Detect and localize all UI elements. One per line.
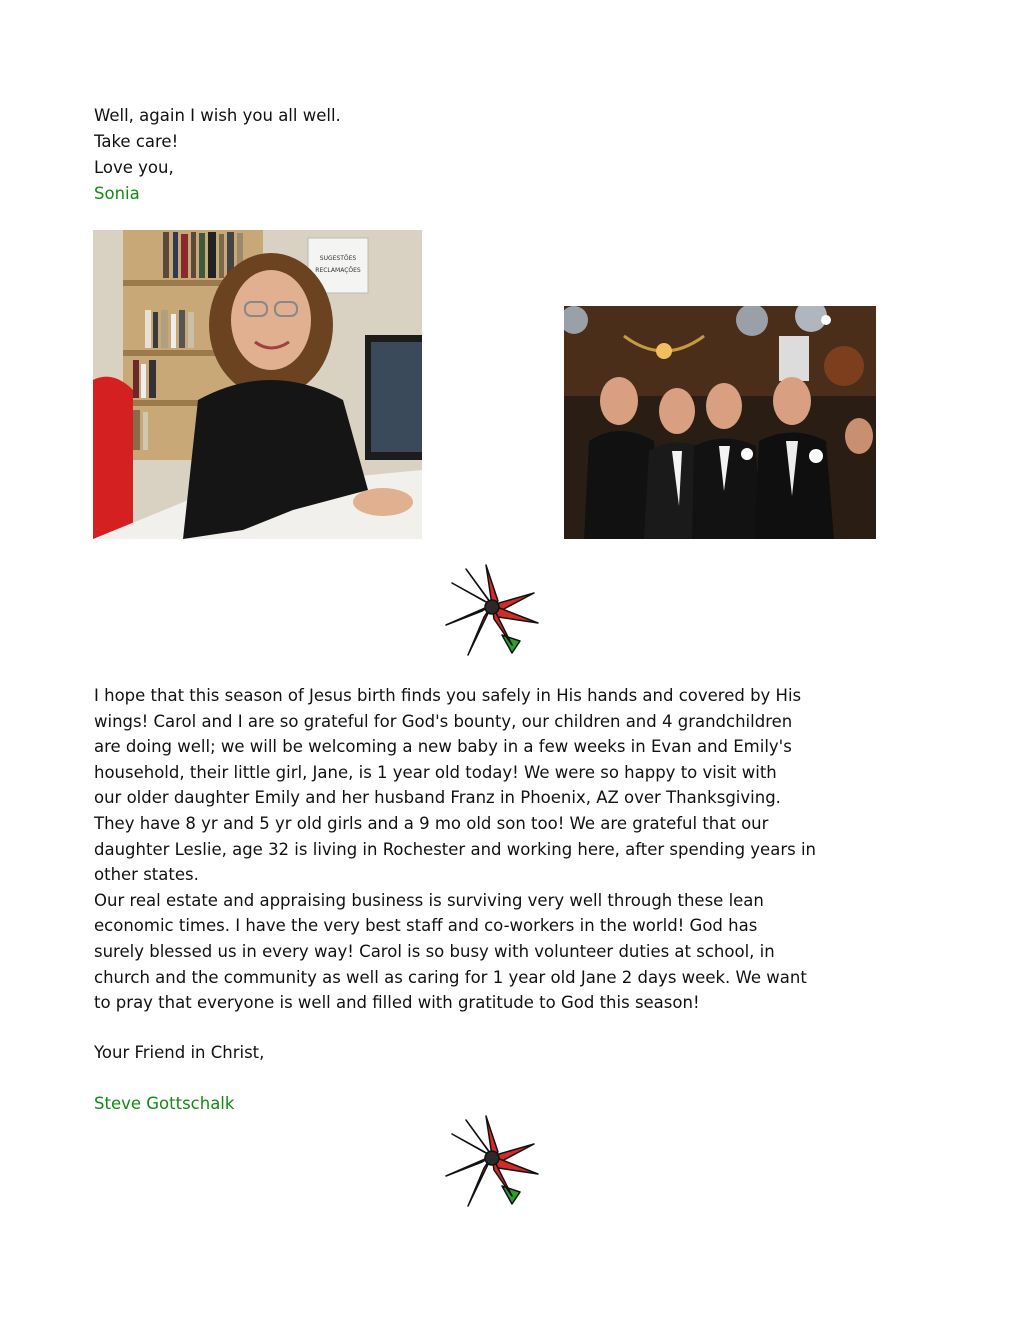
paragraph-line: to pray that everyone is well and filled with gratitude to God this season! <box>94 993 700 1013</box>
paragraph-line: Our real estate and appraising business is surviving very well through these lean <box>94 890 764 910</box>
sign-line-2: RECLAMAÇÕES <box>315 267 361 274</box>
letter-body <box>94 683 924 1016</box>
closing-salutation: Your Friend in Christ, <box>94 1043 265 1062</box>
paragraph-line: other states. <box>94 865 199 885</box>
opening-line-1: Well, again I wish you all well. <box>94 106 341 125</box>
paragraph-line: household, their little girl, Jane, is 1 year old today! We were so happy to visit with <box>94 762 777 782</box>
opening-line-3: Love you, <box>94 158 174 177</box>
paragraph-1 <box>94 683 924 888</box>
signature-steve: Steve Gottschalk <box>94 1094 235 1113</box>
paragraph-line: daughter Leslie, age 32 is living in Rochester and working here, after spending years in <box>94 839 816 859</box>
paragraph-line: our older daughter Emily and her husband Franz in Phoenix, AZ over Thanksgiving. <box>94 788 781 808</box>
paragraph-line: They have 8 yr and 5 yr old girls and a 9 mo old son too! We are grateful that our <box>94 813 769 833</box>
poinsettia-icon <box>442 1114 542 1210</box>
paragraph-line: are doing well; we will be welcoming a new baby in a few weeks in Evan and Emily's <box>94 737 792 757</box>
paragraph-line: economic times. I have the very best staff and co-workers in the world! God has <box>94 916 758 936</box>
opening-block <box>94 103 341 207</box>
paragraph-line: wings! Carol and I are so grateful for God's bounty, our children and 4 grandchildren <box>94 711 793 731</box>
sign-line-1: SUGESTÕES <box>319 255 357 262</box>
poinsettia-icon <box>442 563 542 659</box>
paragraph-2 <box>94 888 924 1016</box>
signature-sonia: Sonia <box>94 184 140 203</box>
opening-line-2: Take care! <box>94 132 179 151</box>
paragraph-line: surely blessed us in every way! Carol is so busy with volunteer duties at school, in <box>94 941 775 961</box>
photo-woman-at-desk <box>93 230 422 539</box>
paragraph-line: I hope that this season of Jesus birth finds you safely in His hands and covered by His <box>94 686 802 705</box>
paragraph-line: church and the community as well as caring for 1 year old Jane 2 days week. We want <box>94 967 807 987</box>
photo-four-men-at-party <box>564 306 876 539</box>
